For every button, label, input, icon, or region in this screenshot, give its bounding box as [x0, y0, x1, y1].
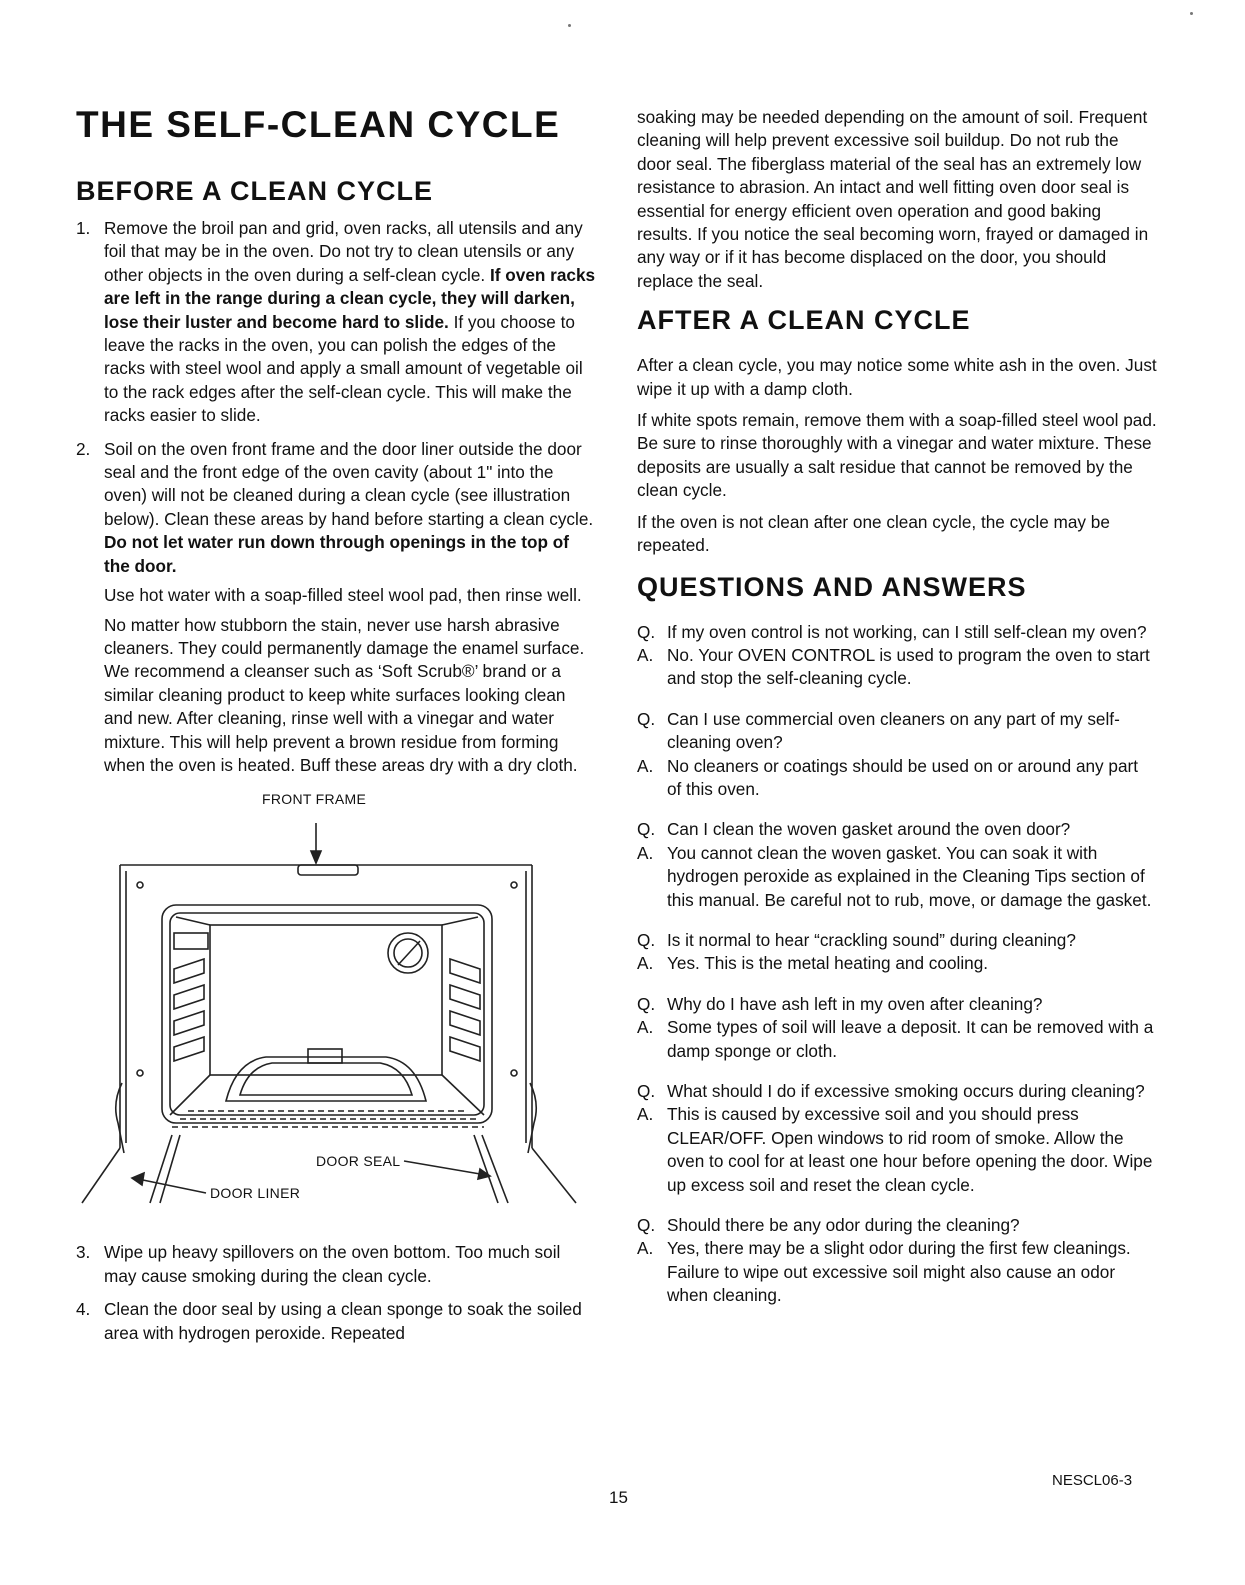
- scan-speck: [568, 24, 571, 27]
- answer: [637, 1016, 1157, 1063]
- question: [637, 818, 1157, 841]
- a-tag: A.: [637, 953, 654, 974]
- q-tag: Q.: [637, 621, 656, 642]
- qa-item: [637, 929, 1157, 976]
- step-warning: Do not let water run down through openings in the top of the door.: [104, 532, 569, 576]
- answer-text: Yes. This is the metal heating and cooling.: [667, 953, 989, 974]
- continued-paragraph: soaking may be needed depending on the amount of soil. Frequent cleaning will help prevent excessive soil buildup. Do not rub the door seal. The fiberglass material of the seal has an extremely low resistance to abrasion. An intact and well fitting oven door seal is essential for energy efficient oven operation and good baking results. If you notice the seal becoming worn, frayed or damaged in any way or if it has become displaced on the door, you should replace the seal.: [637, 107, 1149, 291]
- after-paragraph: If white spots remain, remove them with a soap-filled steel wool pad. Be sure to rinse thoroughly with a vinegar and water mixture. These deposits are usually a salt residue that cannot be removed by the clean cycle.: [637, 410, 1157, 501]
- qa-item: [637, 818, 1157, 912]
- label-front-frame: FRONT FRAME: [262, 791, 367, 808]
- question-text: Can I clean the woven gasket around the oven door?: [667, 819, 1071, 840]
- step-number: 4.: [76, 1299, 91, 1320]
- page-title: THE SELF-CLEAN CYCLE: [76, 104, 561, 145]
- answer-text: You cannot clean the woven gasket. You can soak it with hydrogen peroxide as explained in the Cleaning Tips section of this manual. Be careful not to rub, move, or damage the gasket.: [667, 842, 1152, 910]
- answer: [637, 952, 1157, 975]
- steps-list: [76, 217, 596, 578]
- step-item: [76, 1241, 596, 1288]
- answer-text: Some types of soil will leave a deposit. It can be removed with a damp sponge or cloth.: [667, 1017, 1154, 1061]
- question-text: If my oven control is not working, can I still self-clean my oven?: [667, 621, 1147, 642]
- qa-item: [637, 1214, 1157, 1308]
- question-text: Why do I have ash left in my oven after cleaning?: [667, 993, 1043, 1014]
- qa-item: [637, 993, 1157, 1063]
- step-text: Remove the broil pan and grid, oven racks, all utensils and any foil that may be in the oven. Do not try to clean utensils or any other objects in the oven during a self-clean cycle.: [104, 218, 583, 285]
- step-text: Wipe up heavy spillovers on the oven bottom. Too much soil may cause smoking during the clean cycle.: [104, 1242, 561, 1286]
- answer-text: No cleaners or coatings should be used on or around any part of this oven.: [667, 755, 1139, 799]
- question-text: Can I use commercial oven cleaners on any part of my self-cleaning oven?: [667, 708, 1120, 753]
- answer: [637, 842, 1157, 912]
- answer-text: Yes, there may be a slight odor during the first few cleanings. Failure to wipe out excessive soil might also cause an odor when cleaning.: [667, 1238, 1131, 1306]
- section-heading-before: BEFORE A CLEAN CYCLE: [76, 176, 434, 206]
- q-tag: Q.: [637, 1081, 656, 1101]
- label-door-liner: DOOR LINER: [210, 1185, 301, 1202]
- qa-item: [637, 1080, 1157, 1197]
- question: [637, 708, 1157, 755]
- scan-speck: [1190, 12, 1193, 15]
- question-text: Should there be any odor during the cleaning?: [667, 1215, 1020, 1236]
- a-tag: A.: [637, 1104, 654, 1125]
- a-tag: A.: [637, 755, 654, 776]
- step-item: [76, 1298, 596, 1345]
- q-tag: Q.: [637, 993, 656, 1014]
- page-number: 15: [609, 1488, 628, 1507]
- step-text: Soil on the oven front frame and the door liner outside the door seal and the front edge of the oven cavity (about 1" into the oven) will not be cleaned during a clean cycle (see illustration below). Clean these areas by hand before starting a clean cycle.: [104, 438, 594, 529]
- step-number: 3.: [76, 1242, 91, 1263]
- a-tag: A.: [637, 1017, 654, 1038]
- step-number: 1.: [76, 218, 91, 238]
- a-tag: A.: [637, 1238, 654, 1259]
- section-heading-after: AFTER A CLEAN CYCLE: [637, 305, 971, 336]
- a-tag: A.: [637, 842, 654, 863]
- question: [637, 993, 1157, 1016]
- question: [637, 621, 1157, 644]
- step-item: [76, 217, 596, 428]
- document-code: NESCL06-3: [1052, 1472, 1133, 1489]
- q-tag: Q.: [637, 1215, 656, 1236]
- step-text: Clean the door seal by using a clean sponge to soak the soiled area with hydrogen peroxide. Repeated: [104, 1299, 582, 1343]
- answer-text: No. Your OVEN CONTROL is used to program the oven to start and stop the self-cleaning cycle.: [667, 644, 1150, 689]
- q-tag: Q.: [637, 929, 656, 950]
- steps-list-continued: [76, 1241, 596, 1345]
- step-warning: If oven racks are left in the range during a clean cycle, they will darken, lose their luster and become hard to slide.: [104, 264, 596, 332]
- step-number: 2.: [76, 438, 91, 459]
- question-text: Is it normal to hear “crackling sound” during cleaning?: [667, 929, 1076, 950]
- qa-item: [637, 621, 1157, 691]
- label-door-seal: DOOR SEAL: [316, 1153, 401, 1170]
- section-heading-qa: QUESTIONS AND ANSWERS: [637, 571, 1027, 602]
- answer: [637, 1103, 1157, 1197]
- step-item: [76, 438, 596, 578]
- answer: [637, 644, 1157, 691]
- right-column: [637, 106, 1157, 1325]
- left-column: [76, 100, 596, 1355]
- after-paragraph: After a clean cycle, you may notice some white ash in the oven. Just wipe it up with a damp cloth.: [637, 355, 1157, 399]
- a-tag: A.: [637, 644, 654, 665]
- question-text: What should I do if excessive smoking occurs during cleaning?: [667, 1081, 1145, 1101]
- after-paragraph: If the oven is not clean after one clean cycle, the cycle may be repeated.: [637, 511, 1110, 556]
- question: [637, 1214, 1157, 1237]
- q-tag: Q.: [637, 819, 656, 840]
- qa-item: [637, 708, 1157, 802]
- cleaning-paragraph: No matter how stubborn the stain, never use harsh abrasive cleaners. They could permanently damage the enamel surface. We recommend a cleanser such as ‘Soft Scrub®’ brand or a similar cleaning product to keep white surfaces looking clean and new. After cleaning, rinse well with a vinegar and water mixture. This will help prevent a brown residue from forming when the oven is heated. Buff these areas dry with a dry cloth.: [104, 614, 585, 775]
- q-tag: Q.: [637, 708, 656, 729]
- question: [637, 1080, 1157, 1103]
- oven-illustration: [76, 783, 596, 1223]
- cleaning-paragraph: Use hot water with a soap-filled steel wool pad, then rinse well.: [104, 585, 582, 606]
- answer: [637, 1237, 1157, 1307]
- step-text: If you choose to leave the racks in the oven, you can polish the edges of the racks with steel wool and apply a small amount of vegetable oil to the rack edges after the self-clean cycle. This will make the racks easier to slide.: [104, 311, 583, 426]
- answer-text: This is caused by excessive soil and you should press CLEAR/OFF. Open windows to rid room of smoke. Allow the oven to cool for at least one hour before opening the door. Wipe up excess soil and reset the clean cycle.: [667, 1104, 1153, 1195]
- question: [637, 929, 1157, 952]
- answer: [637, 755, 1157, 802]
